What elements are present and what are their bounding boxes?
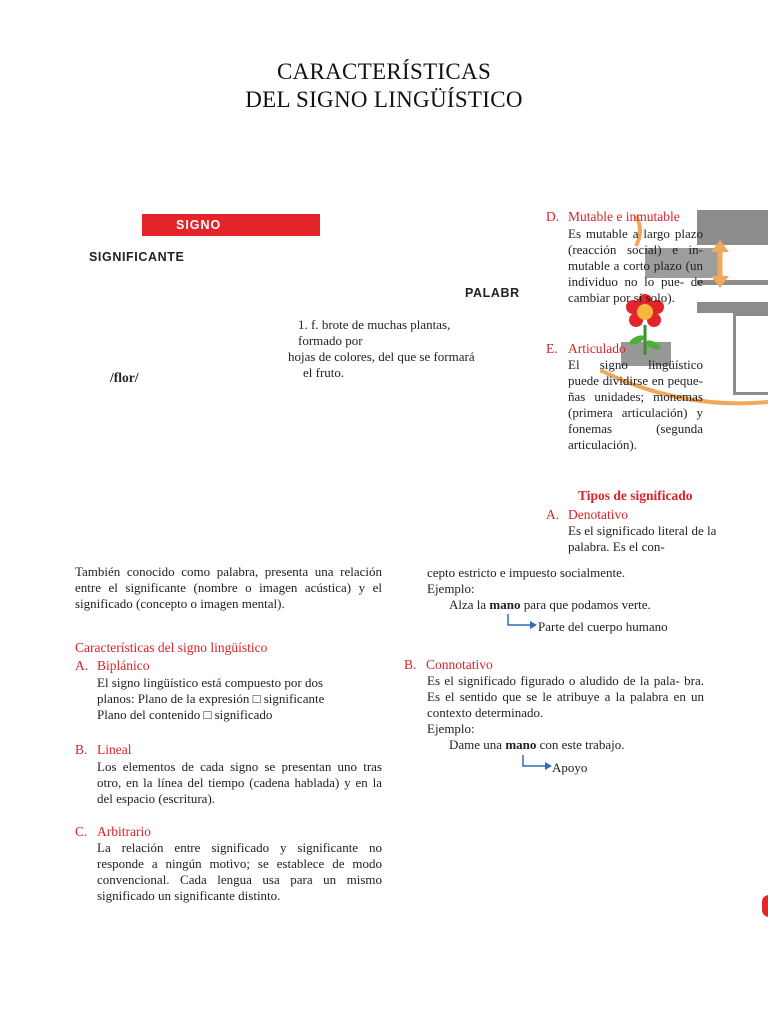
arrow-up-head [711,240,729,252]
definition-line-4: el fruto. [303,365,345,380]
characteristics-heading: Características del signo lingüístico [75,640,268,655]
item-a-line-1: El signo lingüístico está compuesto por dos [97,675,324,690]
connotativo-ejemplo: Ejemplo: [427,721,475,736]
edge-red-mark [762,895,768,917]
palabra-label: PALABR [465,286,520,300]
connotativo-title: Connotativo [426,657,493,672]
title-line-2: DEL SIGNO LINGÜÍSTICO [245,87,523,112]
definition-line-2: formado por [298,333,363,348]
item-a-line-2: planos: Plano de la expresión □ significante [97,691,325,706]
connotativo-ex-post: con este trabajo. [536,737,625,752]
arrow-down-head [711,276,729,288]
denotativo-title: Denotativo [568,507,628,522]
denotativo-line-2: palabra. Es el con- [568,539,665,554]
item-e-heading [546,341,626,357]
denotativo-arrow-icon [506,613,538,631]
item-b-title: Lineal [97,742,132,757]
denotativo-text-top [568,523,748,555]
item-e-letter: E. [546,341,558,356]
denotativo-ex-word: mano [489,597,521,612]
connotativo-text: Es el significado figurado o aludido de la pala- bra. Es el sentido que se le atribuye a la palabra en un contexto determinado. [427,673,704,720]
definition-text [288,317,508,381]
item-a-line-3: Plano del contenido □ significado [97,707,273,722]
item-a-text [97,675,387,723]
page-title [0,58,768,114]
item-d-letter: D. [546,209,560,224]
flor-label: /flor/ [110,370,139,385]
denotativo-ex-post: para que podamos verte. [520,597,651,612]
item-c-text: La relación entre significado y significante no responde a ningún motivo; se establece de modo convencional. Cada lengua usa para un mismo significado un significante distinto. [97,840,382,903]
item-b-heading [75,742,131,758]
item-a-letter: A. [75,658,89,673]
connotativo-letter: B. [404,657,417,672]
intro-paragraph: También conocido como palabra, presenta una relación entre el significante (nombre o imagen acústica) y el significado (concepto o imagen mental). [75,564,382,611]
item-d-text: Es mutable a largo plazo (reacción social) e in- mutable a corto plazo (un individuo no lo pue- de cambiar por sí solo). [568,226,703,305]
connotativo-ex-word: mano [505,737,537,752]
item-a-title: Biplánico [97,658,150,673]
denotativo-ejemplo: Ejemplo: [427,581,475,596]
item-a-heading [75,658,150,674]
title-line-1: CARACTERÍSTICAS [276,59,492,84]
denotativo-result: Parte del cuerpo humano [538,619,668,634]
item-d-heading [546,209,680,225]
denotativo-example [427,597,707,613]
connotativo-example [427,737,704,753]
connotativo-body [427,673,704,753]
item-c-heading [75,824,151,840]
definition-line-3: hojas de colores, del que se formará [288,349,475,364]
denotativo-letter: A. [546,507,560,522]
item-e-text: El signo lingüístico puede dividirse en peque- ñas unidades; monemas (primera articulación) y fonemas (segunda articulación). [568,357,703,452]
denotativo-text-bottom [427,565,707,613]
connotativo-result: Apoyo [552,760,588,775]
item-c-letter: C. [75,824,88,839]
denotativo-heading [546,507,628,523]
signo-box [142,214,320,236]
item-b-text: Los elementos de cada signo se presentan uno tras otro, en la línea del tiempo (cadena hablada) y en la del espacio (escritura). [97,759,382,806]
connotativo-arrow-icon [521,754,553,772]
item-d-title: Mutable e inmutable [568,209,680,224]
denotativo-line-1: Es el significado literal de la [568,523,717,538]
connotativo-ex-pre: Dame una [449,737,506,752]
item-c-title: Arbitrario [97,824,151,839]
signo-label: SIGNO [176,218,222,232]
significante-label: SIGNIFICANTE [89,250,185,264]
denotativo-line-3: cepto estricto e impuesto socialmente. [427,565,626,580]
connotativo-heading [404,657,493,673]
item-b-letter: B. [75,742,88,757]
definition-line-1: 1. f. brote de muchas plantas, [298,317,451,332]
denotativo-ex-pre: Alza la [449,597,490,612]
item-e-title: Articulado [568,341,626,356]
tipos-heading: Tipos de significado [578,488,693,503]
